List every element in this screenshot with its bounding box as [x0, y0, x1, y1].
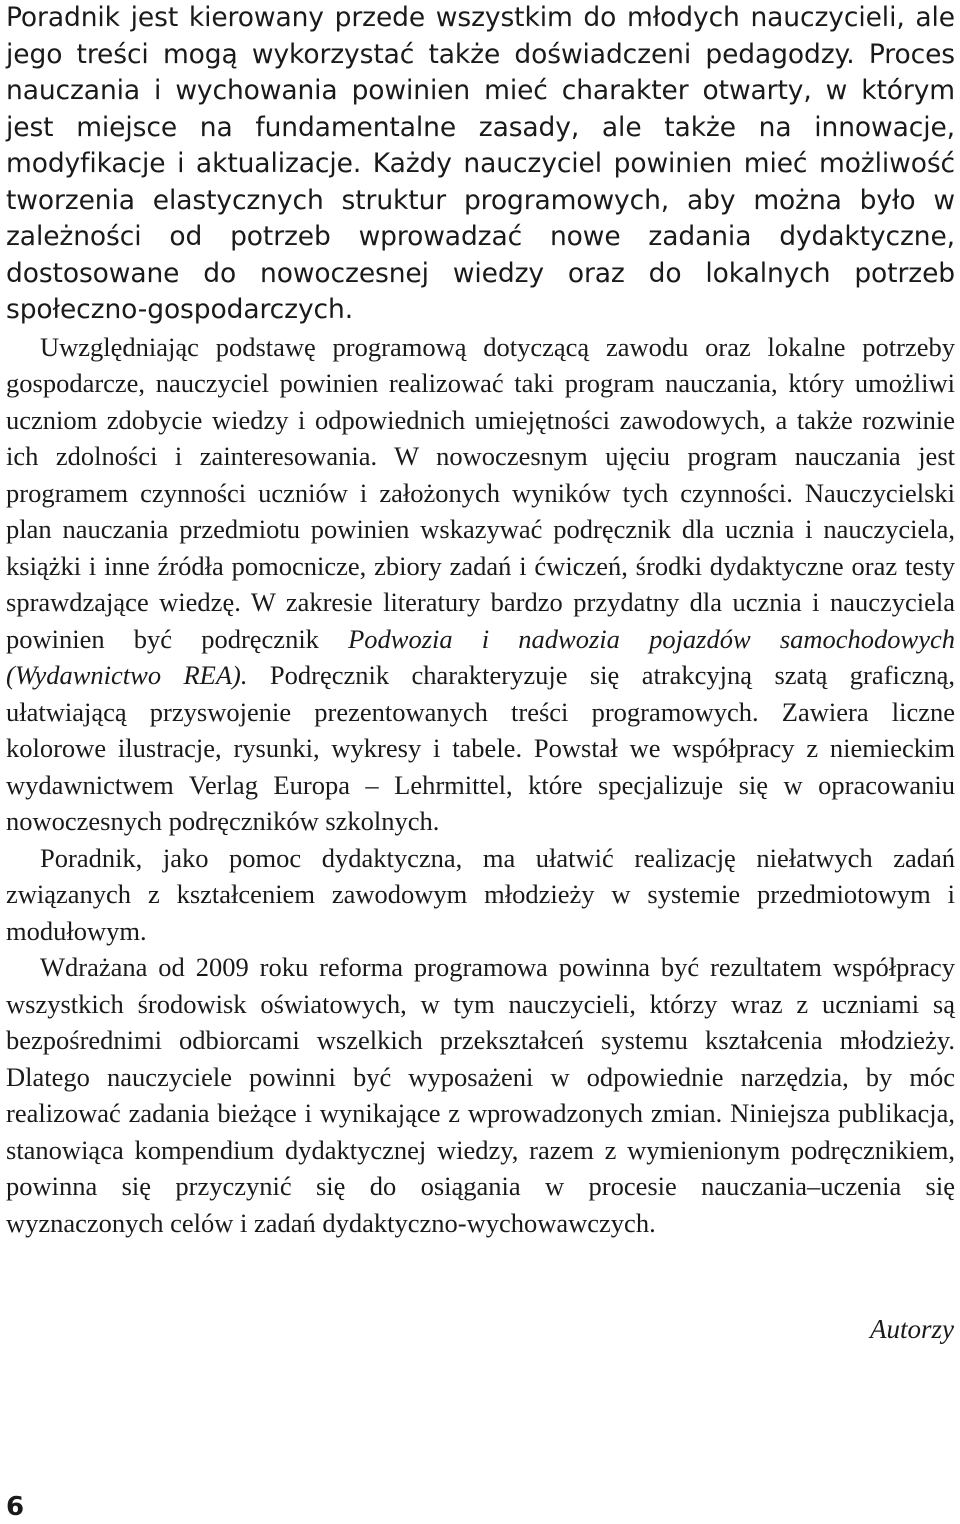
page-number: 6: [6, 1492, 25, 1522]
paragraph-3-text: Poradnik, jako pomoc dydaktyczna, ma ułatwić realizację niełatwych zadań związanych z kształceniem zawodowym młodzieży w systemie przedmiotowym i modułowym.: [6, 842, 955, 946]
paragraph-4-text: Wdrażana od 2009 roku reforma programowa powinna być rezultatem współpracy wszystkich środowisk oświatowych, w tym nauczycieli, którzy wraz z uczniami są bezpośrednimi odbiorcami wszelkich przekształceń systemu kształcenia młodzieży. Dlatego nauczyciele powinni być wyposażeni w odpowiednie narzędzia, by móc realizować zadania bieżące i wynikające z wprowadzonych zmian. Niniejsza publikacja, stanowiąca kompendium dydaktycznej wiedzy, razem z wymienionym podręcznikiem, powinna się przyczynić się do osiągania w procesie nauczania–uczenia się wyznaczonych celów i zadań dydaktyczno-wychowawczych.: [6, 952, 955, 1238]
book-title: Podwozia i nadwozia pojazdów samochodowych (Wydawnictwo REA).: [6, 623, 955, 690]
paragraph-2: [6, 329, 955, 840]
page-body: [6, 0, 955, 1241]
paragraph-1: [6, 0, 955, 329]
paragraph-2-text: Uwzględniając podstawę programową dotyczącą zawodu oraz lokalne potrzeby gospodarcze, nauczyciel powinien realizować taki program nauczania, który umożliwi uczniom zdobycie wiedzy i odpowiednich umiejętności zawodowych, a także rozwinie ich zdolności i zainteresowania. W nowoczesnym ujęciu program nauczania jest programem czynności uczniów i założonych wyników tych czynności. Nauczycielski plan nauczania przedmiotu powinien wskazywać podręcznik dla ucznia i nauczyciela, książki i inne źródła pomocnicze, zbiory zadań i ćwiczeń, środki dydaktyczne oraz testy sprawdzające wiedzę. W zakresie literatury bardzo przydatny dla ucznia i nauczyciela powinien być podręcznik: [6, 331, 955, 654]
paragraph-3: [6, 840, 955, 950]
paragraph-1-text: Poradnik jest kierowany przede wszystkim do młodych nauczycieli, ale jego treści mogą wykorzystać także doświadczeni pedagodzy. Proces nauczania i wychowania powinien mieć charakter otwarty, w którym jest miejsce na fundamentalne zasady, ale także na innowacje, modyfikacje i aktualizacje. Każdy nauczyciel powinien mieć możliwość tworzenia elastycznych struktur programowych, aby można było w zależności od potrzeb wprowadzać nowe zadania dydaktyczne, dostosowane do nowoczesnej wiedzy oraz do lokalnych potrzeb społeczno-gospodarczych.: [6, 2, 955, 325]
paragraph-4: [6, 949, 955, 1241]
paragraph-2-text-cont: Podręcznik charakteryzuje się atrakcyjną szatą graficzną, ułatwiającą przyswojenie prezentowanych treści programowych. Zawiera liczne kolorowe ilustracje, rysunki, wykresy i tabele. Powstał we współpracy z niemieckim wydawnictwem Verlag Europa – Lehrmittel, które specjalizuje się w opracowaniu nowoczesnych podręczników szkolnych.: [6, 660, 955, 836]
signature: Autorzy: [870, 1314, 954, 1344]
